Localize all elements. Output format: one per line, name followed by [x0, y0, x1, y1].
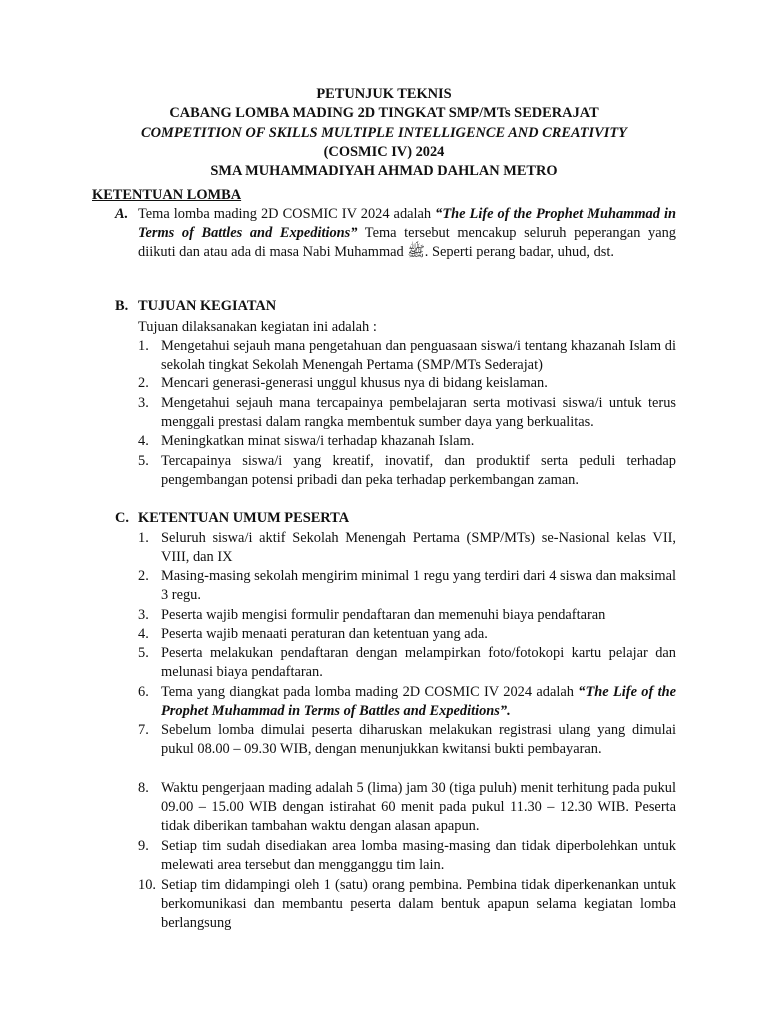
header-title: PETUNJUK TEKNIS	[316, 86, 452, 102]
list-item: Peserta melakukan pendaftaran dengan melampirkan foto/fotokopi kartu pelajar dan melunasi biaya pendaftaran.	[161, 645, 676, 681]
item-a-text-pre: Tema lomba mading 2D COSMIC IV 2024 adalah	[138, 206, 436, 222]
list-item: Masing-masing sekolah mengirim minimal 1 regu yang terdiri dari 4 siswa dan maksimal 3 regu.	[161, 568, 676, 604]
list-item	[161, 683, 676, 721]
list-item-number: 5.	[138, 645, 149, 661]
list-item-number: 2.	[138, 375, 149, 391]
list-item-number: 7.	[138, 722, 149, 738]
list-item-number: 6.	[138, 684, 149, 700]
list-item-number: 4.	[138, 433, 149, 449]
list-item-number: 3.	[138, 607, 149, 623]
list-item-number: 1.	[138, 530, 149, 546]
item-a-theme: “The Life of the Prophet Muhammad in Terms of Battles and Expeditions”	[138, 206, 676, 242]
section-b-heading	[115, 297, 276, 316]
list-item-number: 4.	[138, 626, 149, 642]
header-subtitle: CABANG LOMBA MADING 2D TINGKAT SMP/MTs SEDERAJAT	[169, 105, 599, 122]
item-a-text-post: Tema tersebut mencakup seluruh peperangan yang diikuti dan atau ada di masa Nabi Muhammad ﷺ. Seperti perang badar, uhud, dst.	[138, 225, 676, 261]
list-item: Seluruh siswa/i aktif Sekolah Menengah Pertama (SMP/MTs) se-Nasional kelas VII, VIII, dan IX	[161, 530, 676, 566]
list-item: Setiap tim didampingi oleh 1 (satu) orang pembina. Pembina tidak diperkenankan untuk berkomunikasi dan membantu peserta dalam bentuk apapun selama kegiatan lomba berlangsung	[161, 877, 676, 932]
section-c-letter: C.	[115, 510, 129, 526]
header-event-name: COMPETITION OF SKILLS MULTIPLE INTELLIGENCE AND CREATIVITY	[141, 124, 627, 141]
section-c-heading	[115, 509, 349, 528]
list-item-number: 5.	[138, 453, 149, 469]
list-item: Sebelum lomba dimulai peserta diharuskan melakukan registrasi ulang yang dimulai pukul 08.00 – 09.30 WIB, dengan menunjukkan kwitansi bukti pembayaran.	[161, 722, 676, 758]
list-item: Mengetahui sejauh mana pengetahuan dan penguasaan siswa/i tentang khazanah Islam di sekolah tingkat Sekolah Menengah Pertama (SMP/MTs Sederajat)	[161, 338, 676, 374]
section-b-letter: B.	[115, 298, 129, 314]
document-header	[0, 85, 768, 181]
section-c-title: KETENTUAN UMUM PESERTA	[138, 510, 350, 526]
ketentuan-lomba-heading: KETENTUAN LOMBA	[92, 187, 242, 203]
section-b-intro: Tujuan dilaksanakan kegiatan ini adalah :	[138, 319, 377, 335]
list-item: Peserta wajib menaati peraturan dan ketentuan yang ada.	[161, 626, 488, 642]
list-item: Meningkatkan minat siswa/i terhadap khazanah Islam.	[161, 433, 475, 449]
list-item-number: 3.	[138, 395, 149, 411]
header-school-name: SMA MUHAMMADIYAH AHMAD DAHLAN METRO	[210, 163, 558, 180]
list-item-text: Tema yang diangkat pada lomba mading 2D COSMIC IV 2024 adalah	[161, 684, 579, 700]
list-item-number: 10.	[138, 877, 156, 893]
list-item: Setiap tim sudah disediakan area lomba masing-masing dan tidak diperbolehkan untuk melewati area tersebut dan mengganggu tim lain.	[161, 838, 676, 874]
list-item: Mengetahui sejauh mana tercapainya pembelajaran serta motivasi siswa/i untuk terus menggali prestasi dalam rangka membentuk sumber daya yang berkualitas.	[161, 395, 676, 431]
list-item-number: 1.	[138, 338, 149, 354]
list-item: Waktu pengerjaan mading adalah 5 (lima) jam 30 (tiga puluh) menit terhitung pada pukul 09.00 – 15.00 WIB dengan istirahat 60 menit pada pukul 11.30 – 12.30 WIB. Peserta tidak diberikan tambahan waktu dengan alasan apapun.	[161, 780, 676, 835]
list-item-number: 8.	[138, 780, 149, 796]
list-item: Peserta wajib mengisi formulir pendaftaran dan memenuhi biaya pendaftaran	[161, 607, 606, 623]
list-item-number: 9.	[138, 838, 149, 854]
list-item-theme: “The Life of the Prophet Muhammad in Terms of Battles and Expeditions”.	[161, 684, 677, 720]
list-item: Tercapainya siswa/i yang kreatif, inovatif, dan produktif serta peduli terhadap pengembangan potensi pribadi dan peka terhadap perkembangan zaman.	[161, 453, 676, 489]
list-item-number: 2.	[138, 568, 149, 584]
list-item: Mencari generasi-generasi unggul khusus nya di bidang keislaman.	[161, 375, 548, 391]
header-event-edition: (COSMIC IV) 2024	[323, 143, 445, 160]
item-a-marker: A.	[115, 206, 129, 222]
section-b-title: TUJUAN KEGIATAN	[138, 298, 277, 314]
item-a-paragraph	[138, 205, 676, 263]
